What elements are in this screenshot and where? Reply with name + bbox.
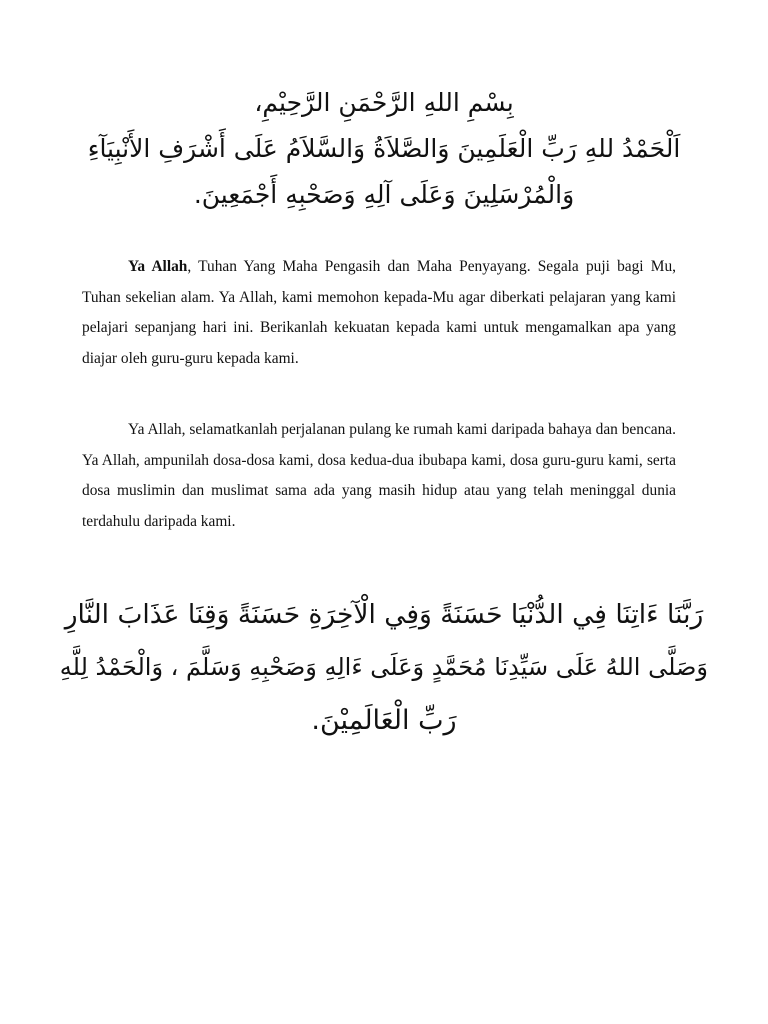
paragraph-1-text: , Tuhan Yang Maha Pengasih dan Maha Penyayang. Segala puji bagi Mu, Tuhan sekelian alam. Ya Allah, kami memohon kepada-Mu agar diberkati pelajaran yang kami pelajari sepanjang hari ini. Berikanlah kekuatan kepada kami untuk mengamalkan apa yang diajar oleh guru-guru kepada kami. bbox=[82, 258, 676, 367]
closing-dua-line-2: وَصَلَّى اللهُ عَلَى سَيِّدِنَا مُحَمَّدٍ وَعَلَى ءَالِهِ وَصَحْبِهِ وَسَلَّمَ ، وَالْحَمْدُ لِلَّهِ bbox=[59, 653, 708, 681]
paragraph-1 bbox=[82, 252, 676, 374]
opening-dua bbox=[60, 80, 708, 218]
opening-dua-line-2: اَلْحَمْدُ للهِ رَبِّ الْعَلَمِينَ وَالصَّلاَةُ وَالسَّلاَمُ عَلَى أَشْرَفِ الأَنْبِيَآءِ bbox=[87, 134, 681, 163]
closing-dua-line-1: رَبَّنَا ءَاتِنَا فِي الدُّنْيَا حَسَنَةً وَفِي الْآخِرَةِ حَسَنَةً وَقِنَا عَذَابَ النَّارِ bbox=[64, 599, 704, 630]
paragraph-2-text: Ya Allah, selamatkanlah perjalanan pulang ke rumah kami daripada bahaya dan bencana. Ya Allah, ampunilah dosa-dosa kami, dosa kedua-dua ibubapa kami, dosa guru-guru kami, serta dosa muslimin dan muslimat sama ada yang masih hidup atau yang telah meninggal dunia terdahulu daripada kami. bbox=[82, 421, 676, 530]
closing-dua-line-3: رَبِّ الْعَالَمِيْنَ. bbox=[311, 705, 457, 736]
paragraph-1-bold-lead: Ya Allah bbox=[128, 258, 188, 275]
paragraph-2 bbox=[82, 415, 676, 537]
opening-dua-line-1: بِسْمِ اللهِ الرَّحْمَنِ الرَّحِيْمِ، bbox=[254, 88, 514, 117]
closing-dua bbox=[60, 588, 708, 747]
opening-dua-line-3: وَالْمُرْسَلِينَ وَعَلَى آلِهِ وَصَحْبِهِ أَجْمَعِينَ. bbox=[193, 180, 575, 209]
